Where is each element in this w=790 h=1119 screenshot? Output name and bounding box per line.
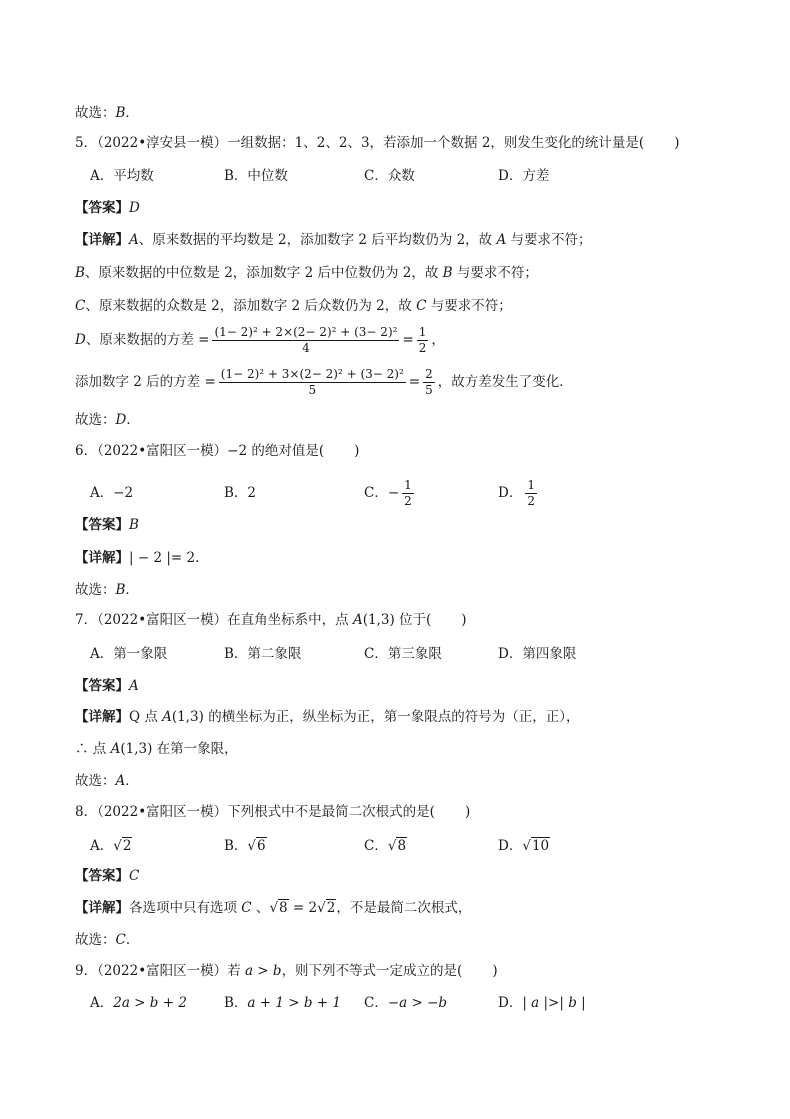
- q9-option-b[interactable]: B．a + 1 > b + 1: [224, 995, 341, 1011]
- q8-stem: 8．（2022•富阳区一模）下列根式中不是最简二次根式的是( ): [75, 804, 471, 820]
- q5-detail-b: B、原来数据的中位数是 2，添加数字 2 后中位数仍为 2，故 B 与要求不符；: [75, 265, 538, 281]
- variance-new-fraction: $\frac{\text{(1− 2)² + 3×(2− 2)² + (3− 2)²}}{5}$: [220, 367, 404, 397]
- q7-option-d[interactable]: D．第四象限: [498, 646, 577, 662]
- q5-detail-a: 【详解】A、原来数据的平均数是 2，添加数字 2 后平均数仍为 2，故 A 与要求不符；: [75, 232, 592, 248]
- q5-stem: 5．（2022•淳安县一模）一组数据：1、2、2、3，若添加一个数据 2，则发生变化的统计量是( ): [75, 135, 680, 151]
- q8-option-a[interactable]: A．√2: [90, 835, 132, 857]
- sqrt-icon: √10: [522, 838, 550, 854]
- q5-detail-d-variance: D、原来数据的方差 = $\frac{\text{(1− 2)² + 2×(2− 2)² + (3− 2)²}}{4}$ = $\frac{1}{2}$ ，: [75, 325, 445, 355]
- q7-final-answer: 故选：A．: [75, 773, 139, 789]
- q9-stem: 9．（2022•富阳区一模）若 a > b，则下列不等式一定成立的是( ): [75, 963, 498, 979]
- q5-option-b[interactable]: B．中位数: [224, 168, 288, 184]
- q6-stem: 6．（2022•富阳区一模）−2 的绝对值是( ): [75, 443, 360, 459]
- q6-final-answer: 故选：B．: [75, 582, 139, 598]
- q8-options: [90, 835, 730, 857]
- q8-option-d[interactable]: D．√10: [498, 835, 550, 857]
- q7-options: [90, 643, 730, 665]
- q7-detail: 【详解】Q 点 A(1,3) 的横坐标为正，纵坐标为正，第一象限点的符号为（正，正），: [75, 709, 580, 725]
- q6-option-d[interactable]: D． $\frac{1}{2}$: [498, 478, 535, 508]
- q9-option-c[interactable]: C．−a > −b: [364, 995, 448, 1011]
- q5-final-answer: 故选：D．: [75, 412, 140, 428]
- q9-option-d[interactable]: D．| a |>| b |: [498, 995, 586, 1011]
- q6-option-c[interactable]: C．− $\frac{1}{2}$: [364, 478, 412, 508]
- q5-detail-c: C、原来数据的众数是 2，添加数字 2 后众数仍为 2，故 C 与要求不符；: [75, 298, 512, 314]
- q6-detail: 【详解】| − 2 |= 2．: [75, 550, 209, 566]
- q5-detail-new-variance: 添加数字 2 后的方差 = $\frac{\text{(1− 2)² + 3×(2− 2)² + (3− 2)²}}{5}$ = $\frac{2}{5}$ ，故方差发生了变化．: [75, 367, 573, 397]
- q4-final-answer: 故选：B．: [75, 105, 139, 121]
- q7-option-c[interactable]: C．第三象限: [364, 646, 442, 662]
- q6-options: [90, 476, 730, 510]
- q8-option-b[interactable]: B．√6: [224, 835, 267, 857]
- q6-answer: 【答案】B: [75, 517, 139, 533]
- q7-option-b[interactable]: B．第二象限: [224, 646, 302, 662]
- q7-stem: 7．（2022•富阳区一模）在直角坐标系中，点 A(1,3) 位于( ): [75, 612, 467, 628]
- q7-option-a[interactable]: A．第一象限: [90, 646, 168, 662]
- q9-options: [90, 992, 730, 1014]
- q7-therefore: ∴ 点 A(1,3) 在第一象限，: [75, 741, 238, 757]
- sqrt-icon: √8: [387, 838, 407, 854]
- q6-option-b[interactable]: B．2: [224, 485, 257, 501]
- q5-options: [90, 165, 730, 187]
- q9-option-a[interactable]: A．2a > b + 2: [90, 995, 187, 1011]
- q7-answer: 【答案】A: [75, 678, 139, 694]
- q6-option-a[interactable]: A．−2: [90, 485, 134, 501]
- variance-original-fraction: $\frac{\text{(1− 2)² + 2×(2− 2)² + (3− 2)²}}{4}$: [214, 325, 398, 355]
- q5-option-a[interactable]: A．平均数: [90, 168, 154, 184]
- q8-answer: 【答案】C: [75, 868, 140, 884]
- q8-final-answer: 故选：C．: [75, 932, 140, 948]
- q8-detail: 【详解】各选项中只有选项 C 、√8 = 2√2，不是最简二次根式，: [75, 900, 472, 916]
- sqrt-icon: √6: [247, 838, 266, 854]
- sqrt-icon: √2: [113, 838, 132, 854]
- q5-option-c[interactable]: C．众数: [364, 168, 415, 184]
- q5-answer: 【答案】D: [75, 200, 140, 216]
- q8-option-c[interactable]: C．√8: [364, 835, 407, 857]
- q5-option-d[interactable]: D．方差: [498, 168, 550, 184]
